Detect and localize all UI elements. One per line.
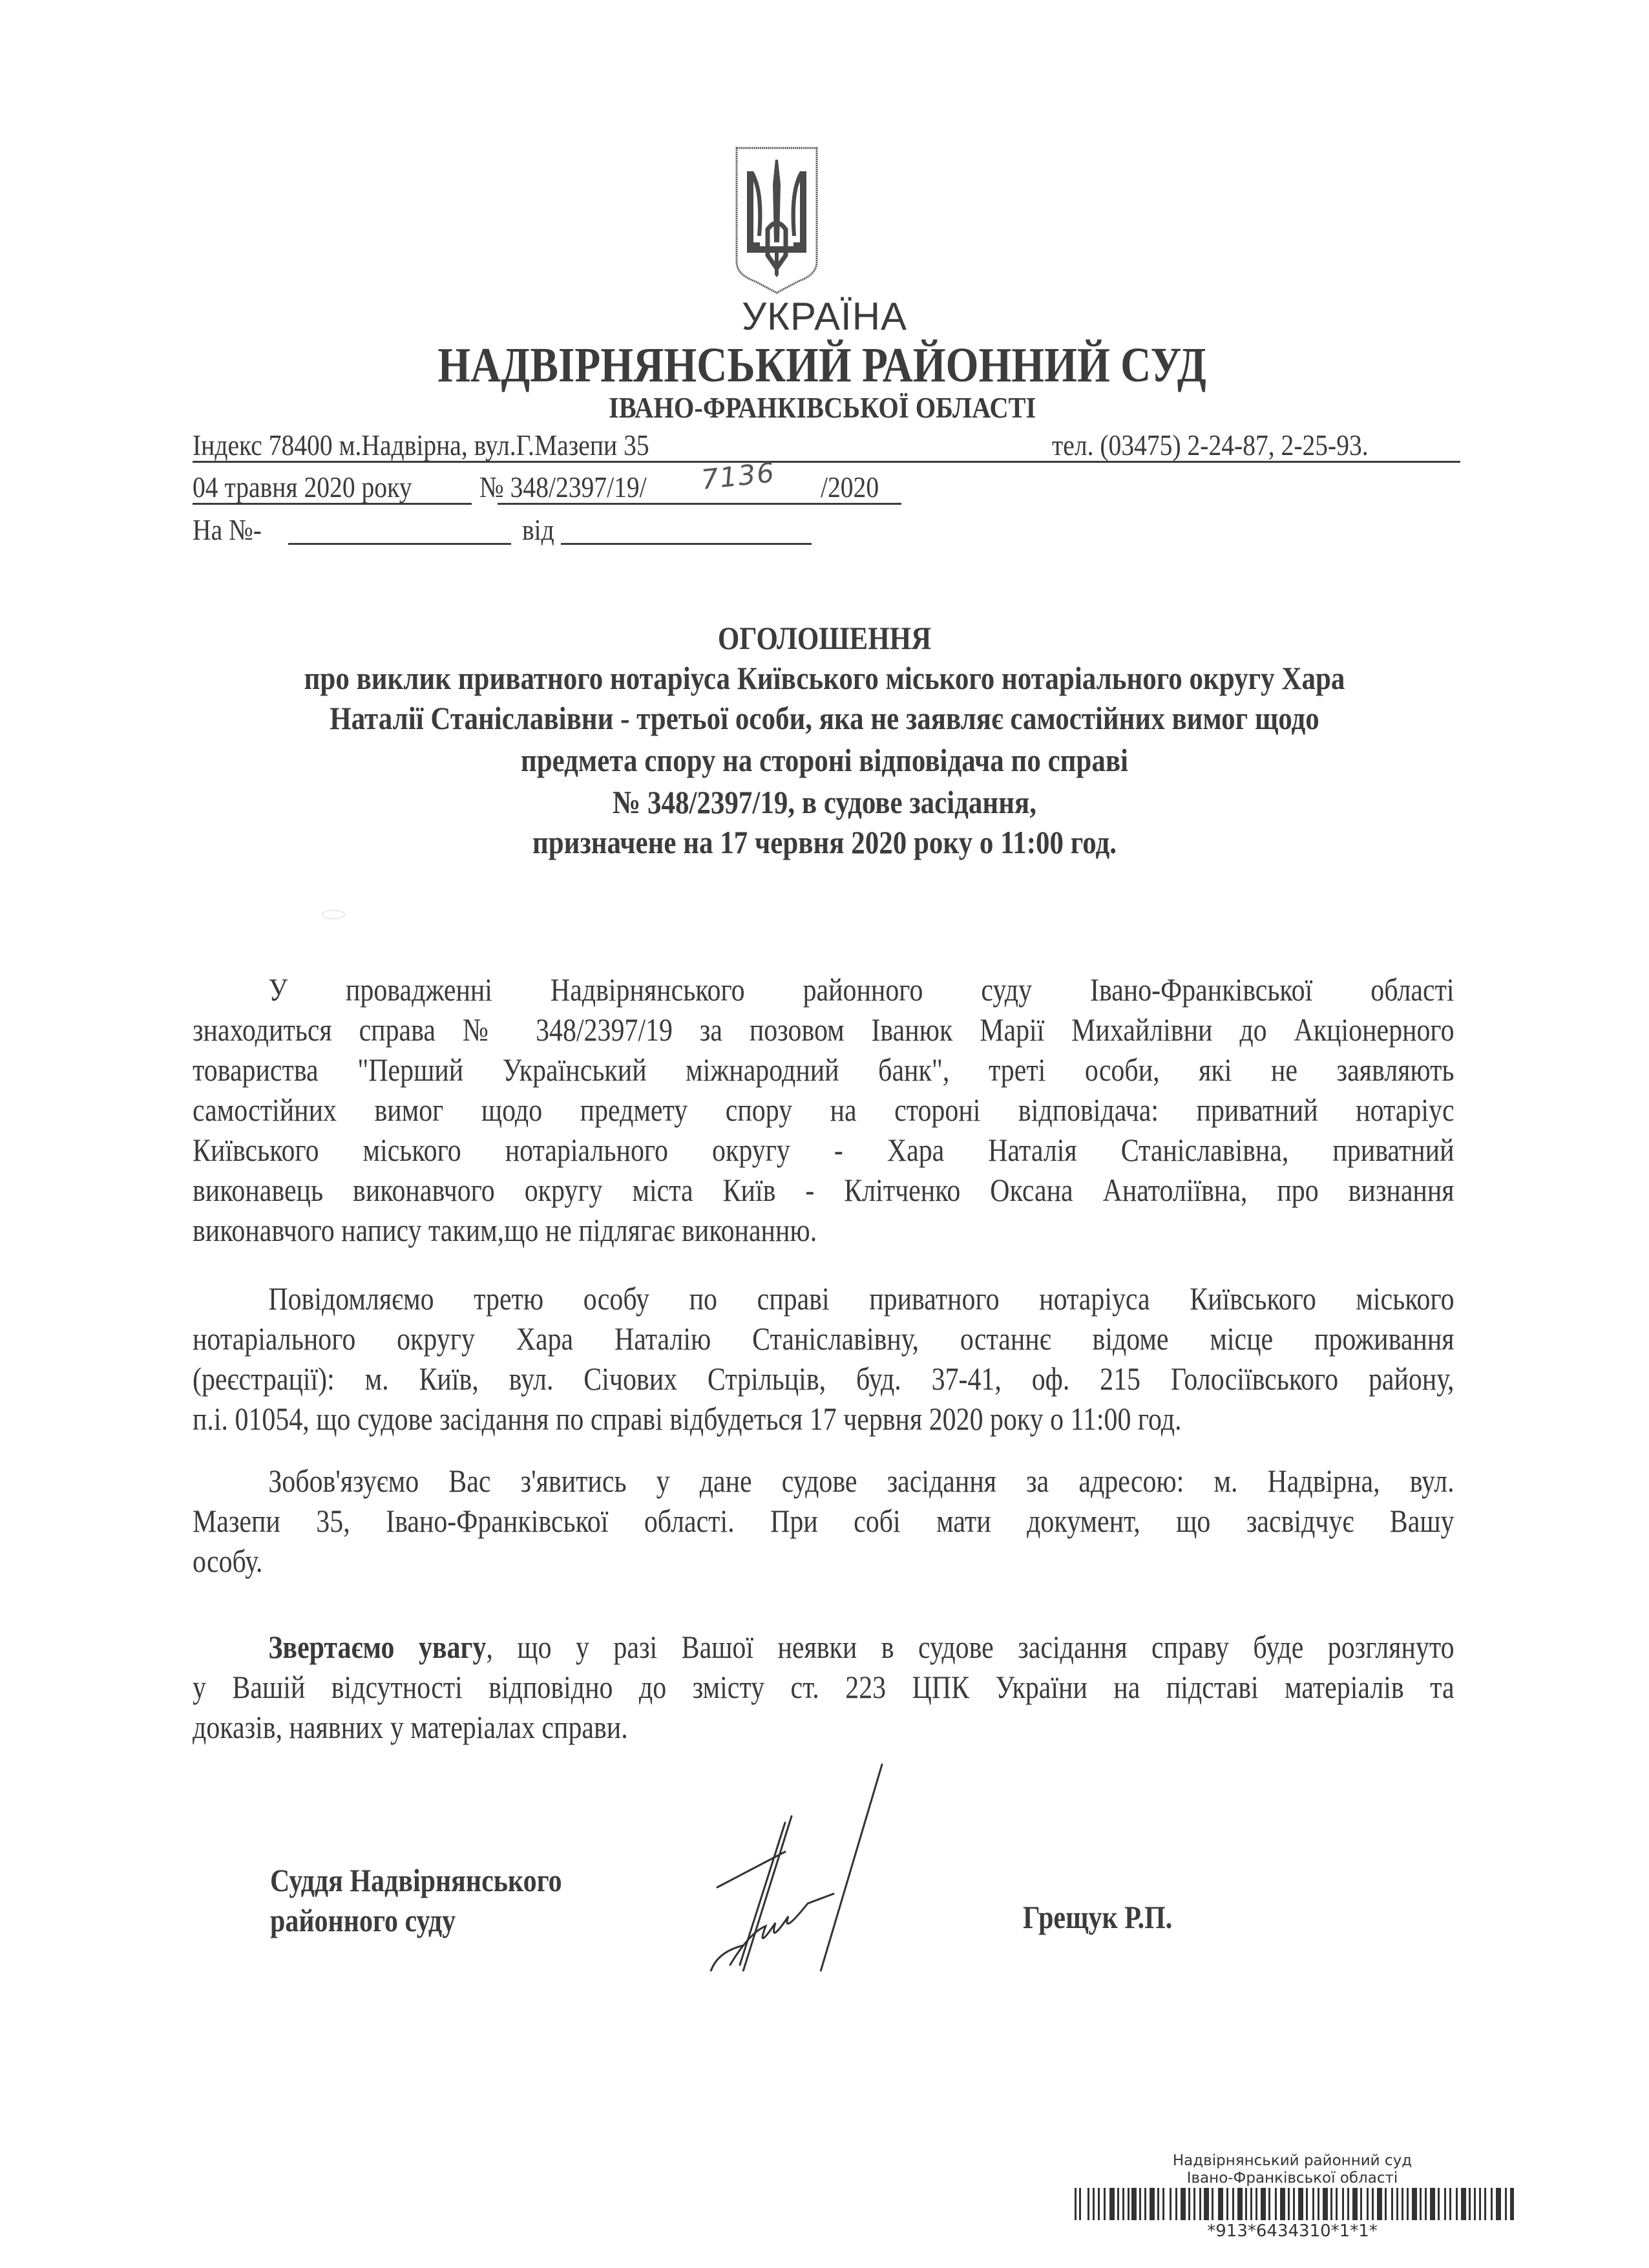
stamp-oblast: Івано-Франківської області [1186, 2170, 1398, 2187]
paragraph-line: доказів, наявних у матеріалах справи. [193, 1709, 628, 1745]
paragraph-line: виконавчого напису таким,що не підлягає виконанню. [193, 1212, 817, 1248]
document-date: 04 травня 2020 року [193, 471, 412, 503]
stamp-court-name: Надвірнянський районний суд [1172, 2152, 1413, 2169]
announcement-title-line: предмета спору на стороні відповідача по справі [520, 742, 1129, 778]
court-address: Індекс 78400 м.Надвірна, вул.Г.Мазепи 35 [193, 429, 649, 461]
paragraph-line: Зобов'язуємо Вас з'явитись у дане судове засідання за адресою: м. Надвірна, вул. [268, 1463, 1455, 1499]
paragraph-line: нотаріального округу Хара Наталію Станіславівну, останнє відоме місце проживання [193, 1320, 1455, 1357]
body-paragraph-1 [193, 970, 1455, 1250]
paragraph-line: Мазепи 35, Івано-Франківської області. При собі мати документ, що засвідчує Вашу [193, 1503, 1455, 1539]
body-paragraph-4 [193, 1627, 1455, 1747]
document-number-prefix: № 348/2397/19/ [479, 471, 647, 503]
barcode-number: *913*6434310*1*1* [1207, 2221, 1378, 2241]
court-phone: тел. (03475) 2-24-87, 2-25-93. [1052, 429, 1369, 461]
number-underline [498, 503, 901, 505]
paragraph-line: у Вашій відсутності відповідно до змісту ст. 223 ЦПК України на підставі матеріалів та [193, 1669, 1455, 1705]
court-name: НАДВІРНЯНСЬКИЙ РАЙОННИЙ СУД [437, 338, 1206, 392]
announcement-title-line: призначене на 17 червня 2020 року о 11:00 год. [532, 824, 1117, 860]
body-paragraph-2 [193, 1278, 1455, 1439]
oblast-name: ІВАНО-ФРАНКІВСЬКОЇ ОБЛАСТІ [608, 391, 1036, 424]
paragraph-line: товариства "Перший Український міжнародний банк", треті особи, які не заявляють [193, 1052, 1455, 1088]
judge-title-line-1: Суддя Надвірнянського [270, 1862, 562, 1898]
paragraph-line: У провадженні Надвірнянського районного суду Івано-Франківської області [268, 971, 1455, 1008]
coat-of-arms-icon [734, 145, 819, 295]
handwritten-signature [704, 1758, 950, 1971]
attention-text: , що у разі Вашої неявки в судове засідання справу буде розглянуто [486, 1629, 1455, 1665]
barcode-icon [1075, 2188, 1514, 2220]
paragraph-line: самостійних вимог щодо предмету спору на стороні відповідача: приватний нотаріус [193, 1092, 1455, 1128]
country-name: УКРАЇНА [741, 295, 908, 338]
document-number-handwritten: 7136 [699, 456, 777, 496]
scan-speck [322, 910, 345, 919]
paragraph-line [193, 1627, 1455, 1667]
document-number-suffix: /2020 [821, 471, 879, 503]
reference-date-field [561, 543, 812, 545]
announcement-title-line: Наталії Станіславівни - третьої особи, яка не заявляє самостійних вимог щодо [330, 700, 1319, 736]
paragraph-line: (реєстрації): м. Київ, вул. Січових Стрільців, буд. 37-41, оф. 215 Голосіївського району, [193, 1361, 1455, 1397]
attention-lead: Звертаємо увагу [268, 1629, 487, 1665]
address-underline [193, 461, 1460, 463]
judge-name: Грещук Р.П. [1023, 1899, 1173, 1935]
announcement-title-line: про виклик приватного нотаріуса Київського міського нотаріального округу Хара [304, 660, 1345, 696]
announcement-heading: ОГОЛОШЕННЯ [717, 620, 932, 656]
paragraph-line: особу. [193, 1543, 263, 1579]
reference-label: На №- [193, 513, 262, 546]
judge-title-line-2: районного суду [270, 1902, 456, 1938]
paragraph-line: виконавець виконавчого округу міста Київ - Клітченко Оксана Анатоліївна, про визнання [193, 1172, 1455, 1208]
body-paragraph-3 [193, 1461, 1455, 1581]
paragraph-line: Повідомляємо третю особу по справі приватного нотаріуса Київського міського [268, 1280, 1455, 1317]
paragraph-line: Київського міського нотаріального округу - Хара Наталія Станіславівна, приватний [193, 1132, 1455, 1168]
announcement-title-line: № 348/2397/19, в судове засідання, [612, 784, 1036, 820]
paragraph-line: знаходиться справа № 348/2397/19 за позовом Іванюк Марії Михайлівни до Акціонерного [193, 1012, 1455, 1048]
date-underline [193, 503, 472, 505]
paragraph-line: п.і. 01054, що судове засідання по справі відбудеться 17 червня 2020 року о 11:00 год. [193, 1401, 1182, 1437]
reference-from-label: від [522, 513, 554, 546]
reference-number-field [288, 543, 511, 545]
